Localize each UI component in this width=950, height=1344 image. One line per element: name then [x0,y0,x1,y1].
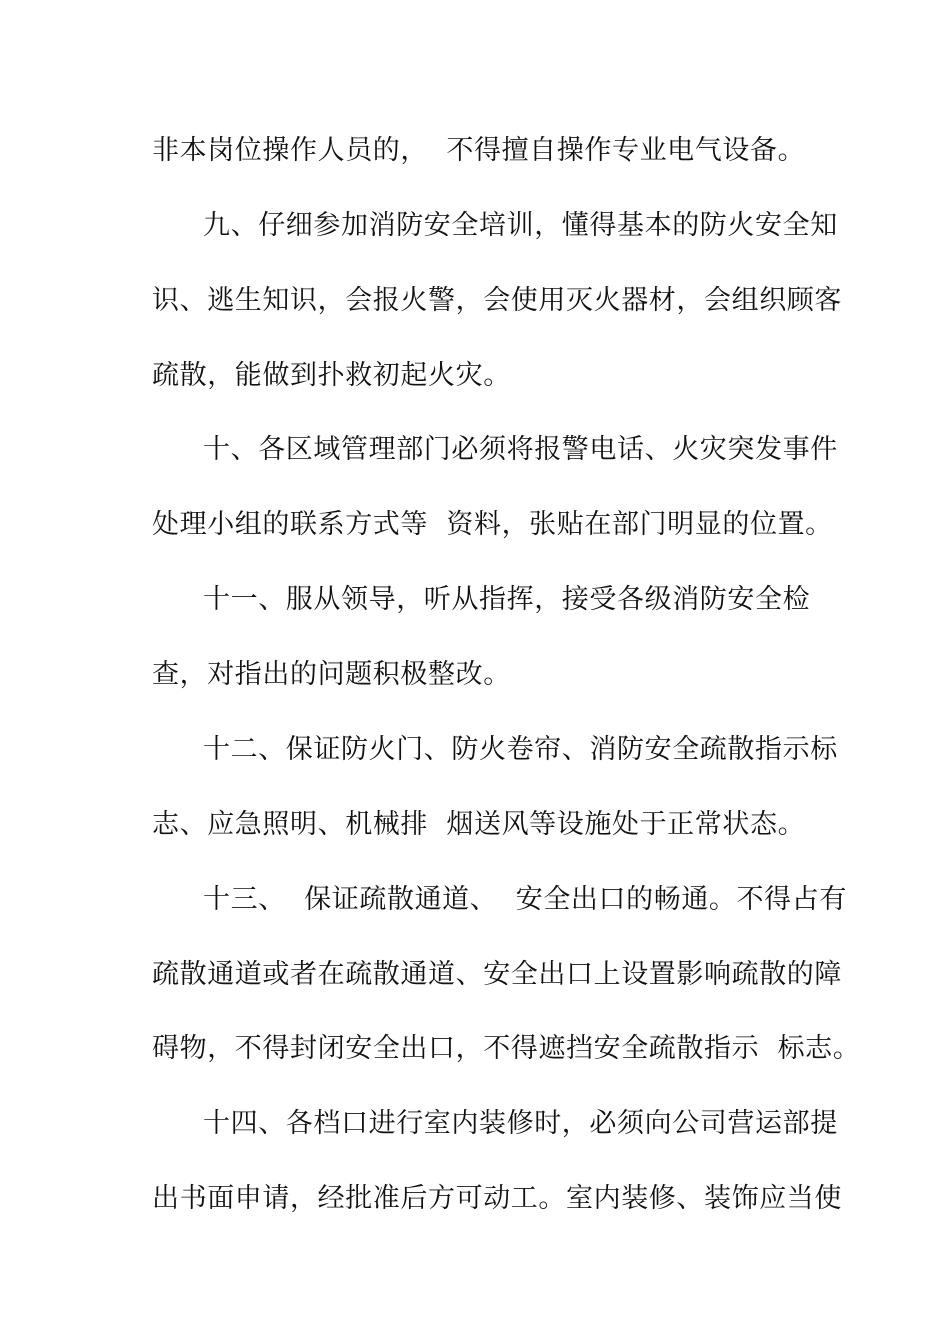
text-line: 识、逃生知识，会报火警，会使用灭火器材，会组织顾客 [152,285,842,316]
text-line: 碍物，不得封闭安全出口，不得遮挡安全疏散指示 标志。 [152,1033,861,1064]
text-line: 处理小组的联系方式等 资料，张贴在部门明显的位置。 [152,509,833,540]
paragraph-10-line: 十、各区域管理部门必须将报警电话、火灾突发事件 [203,434,838,465]
paragraph-14-line: 十四、各档口进行室内装修时，必须向公司营运部提 [203,1108,838,1139]
text-line: 志、应急照明、机械排 烟送风等设施处于正常状态。 [152,809,806,840]
text-line: 非本岗位操作人员的， 不得擅自操作专业电气设备。 [152,135,806,166]
text-line: 出书面申请，经批准后方可动工。室内装修、装饰应当使 [152,1183,842,1214]
paragraph-9-line: 九、仔细参加消防安全培训，懂得基本的防火安全知 [203,210,838,241]
text-line: 查，对指出的问题积极整改。 [152,659,511,690]
paragraph-12-line: 十二、保证防火门、防火卷帘、消防安全疏散指示标 [203,734,838,765]
text-line: 疏散通道或者在疏散通道、安全出口上设置影响疏散的障 [152,959,842,990]
text-line: 疏散，能做到扑救初起火灾。 [152,360,511,391]
paragraph-13-line: 十三、 保证疏散通道、 安全出口的畅通。不得占有 [203,884,847,915]
paragraph-11-line: 十一、服从领导，听从指挥，接受各级消防安全检 [203,584,811,615]
